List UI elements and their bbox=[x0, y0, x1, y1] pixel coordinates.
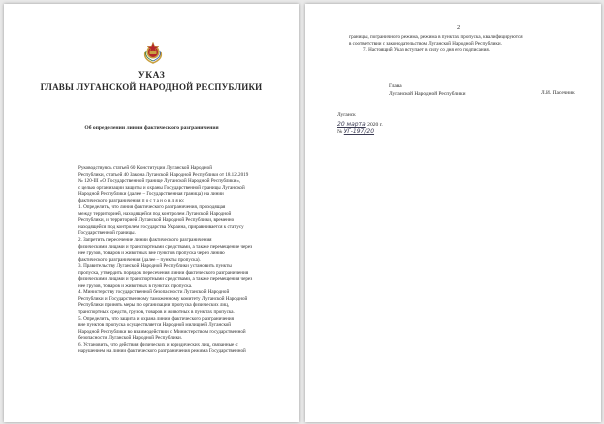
decree-body bbox=[64, 165, 292, 355]
decree-subject: Об определении линии фактического разграничения bbox=[84, 125, 219, 131]
signature-block bbox=[389, 82, 466, 98]
date-year: 2020 г. bbox=[367, 122, 383, 128]
body-line: границы, пограничного режима, режима в пунктах пропуска, квалифицируются bbox=[349, 34, 523, 40]
document-page-1 bbox=[4, 4, 299, 422]
body-line: 2. Запретить пересечение линии фактического разграничения bbox=[78, 237, 212, 244]
state-emblem-icon bbox=[141, 39, 165, 65]
body-line: Республики, статьей 40 Закона Луганской Народной Республики от 18.12.2019 bbox=[78, 171, 249, 178]
body-line: между территорией, находящейся под контролем Луганской Народной bbox=[78, 210, 232, 217]
number-prefix: № bbox=[337, 129, 343, 135]
body-line: Республики, и территорией Луганской Народной Республики, временно bbox=[78, 217, 235, 224]
body-line: фактического разграничения п о с т а н о в л я ю: bbox=[78, 197, 185, 204]
body-line: Республики и Государственному таможенному комитету Луганской Народной bbox=[78, 295, 248, 302]
signatory-name: Л.И. Пасечник bbox=[541, 90, 575, 96]
body-line: нее грузов, товаров и животных в пунктах пропуска. bbox=[78, 282, 193, 289]
body-line: в соответствии с законодательством Луганской Народной Республики. bbox=[349, 40, 502, 47]
body-line: физическими лицами и транспортными средствами, а также перемещение через bbox=[78, 243, 253, 250]
body-line: нее грузов, товаров и животных вне пунктов пропуска через линию bbox=[78, 250, 225, 257]
decree-issuer: ГЛАВЫ ЛУГАНСКОЙ НАРОДНОЙ РЕСПУБЛИКИ bbox=[40, 82, 263, 92]
body-line: 3. Правительству Луганской Народной Республики установить пункты bbox=[78, 263, 232, 270]
signatory-title-line1: Глава bbox=[389, 83, 402, 89]
document-page-2 bbox=[305, 4, 601, 422]
body-line: 5. Определить, что защита и охрана линии фактического разграничения bbox=[78, 315, 234, 322]
body-line: физическими лицами и транспортными средствами, а также перемещения через bbox=[78, 276, 253, 283]
body-line: 1. Определить, что линия фактического разграничения, проходящая bbox=[78, 204, 226, 211]
body-line: Народной Республики во взаимодействии с Министерством государственной bbox=[78, 328, 246, 335]
body-line: пропуска, утвердить порядок пересечения линии фактического разграничения bbox=[78, 269, 249, 276]
body-line: вне пунктов пропуска осуществляется Народной милицией Луганской bbox=[78, 322, 231, 329]
body-line: 6. Установить, что действия физических и юридических лиц, связанные с bbox=[78, 341, 238, 348]
body-line: находящейся под контролем государства Украина, приравнивается к статусу bbox=[78, 223, 244, 230]
body-line: 7. Настоящий Указ вступает в силу со дня его подписания. bbox=[363, 47, 490, 54]
handwritten-date: 20 марта bbox=[337, 121, 366, 128]
signatory-title-line2: Луганской Народной Республики bbox=[389, 91, 466, 97]
signing-date bbox=[337, 121, 383, 135]
body-line: безопасности Луганской Народной Республики. bbox=[78, 335, 183, 342]
body-line: Республики принять меры по организации пропуска физических лиц, bbox=[78, 302, 230, 309]
page-number: 2 bbox=[457, 24, 461, 31]
body-line: Государственной границы. bbox=[78, 230, 136, 237]
body-line: фактического разграничения (далее – пункты пропуска). bbox=[78, 256, 201, 263]
decree-body-continued bbox=[349, 34, 585, 54]
signing-place: Луганск bbox=[337, 112, 356, 118]
body-line: с целью организации защиты и охраны Государственной границы Луганской bbox=[78, 184, 245, 191]
body-line: Народной Республики (далее – Государственная граница) на линии bbox=[78, 191, 224, 198]
body-line: № 120-III «О Государственной границе Луганской Народной Республики», bbox=[78, 178, 241, 185]
handwritten-number: УГ-197/20 bbox=[343, 128, 375, 135]
body-line: Руководствуясь статьей 60 Конституции Луганской Народной bbox=[78, 165, 212, 171]
body-line: 4. Министерству государственной безопасности Луганской Народной bbox=[78, 289, 230, 296]
decree-title: УКАЗ bbox=[137, 71, 166, 81]
body-line: нарушением на линии фактического разграничения режима Государственной bbox=[78, 348, 246, 355]
body-line: транспортных средств, грузов, товаров и животных в пунктах пропуска. bbox=[78, 309, 235, 316]
